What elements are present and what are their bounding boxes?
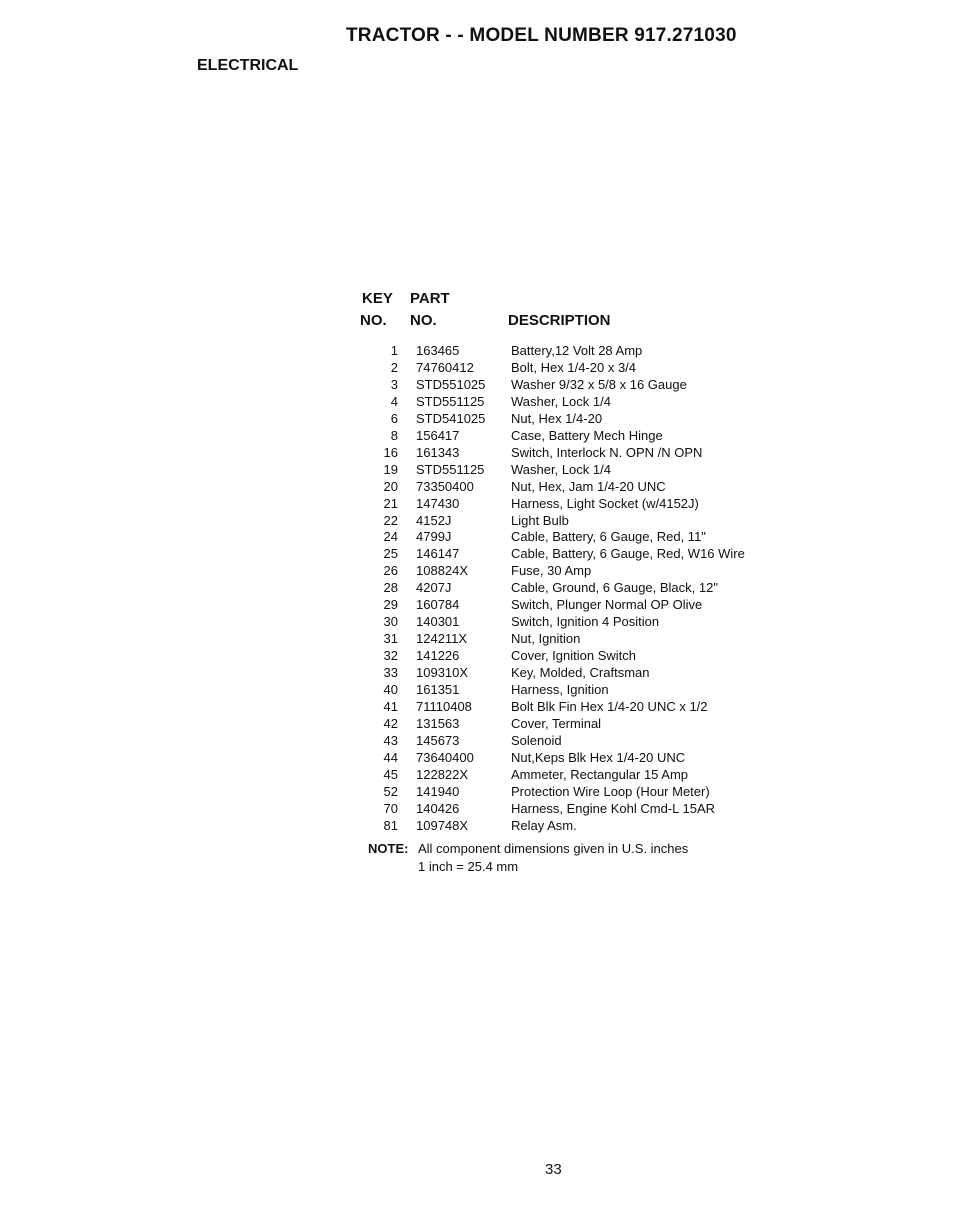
description-cell: Cover, Ignition Switch [511,648,637,664]
table-row [0,377,954,394]
table-row [0,699,954,716]
table-row [0,580,954,597]
description-cell: Washer, Lock 1/4 [511,393,611,409]
key-no-cell: 4 [390,393,398,409]
part-no-cell: 122822X [416,766,469,782]
column-header-key-no: NO. [360,312,387,329]
table-row [0,462,954,479]
part-no-cell: 156417 [416,427,460,443]
key-no-cell: 3 [390,376,398,392]
table-row [0,784,954,801]
part-no-cell: 141226 [416,648,460,664]
part-no-cell: STD551025 [416,376,486,392]
note-label: NOTE: [368,841,409,856]
key-no-cell: 25 [383,546,398,562]
key-no-cell: 1 [390,343,398,358]
description-cell: Harness, Engine Kohl Cmd-L 15AR [511,800,716,816]
part-no-cell: 140301 [416,614,460,630]
key-no-cell: 31 [383,631,398,647]
description-cell: Switch, Ignition 4 Position [511,614,660,630]
table-row [0,818,954,835]
description-cell: Bolt, Hex 1/4-20 x 3/4 [511,359,637,375]
table-row [0,445,954,462]
table-row [0,597,954,614]
key-no-cell: 19 [383,461,398,477]
table-row [0,546,954,563]
table-row [0,496,954,513]
description-cell: Case, Battery Mech Hinge [511,427,663,443]
description-cell: Key, Molded, Craftsman [511,665,650,681]
part-no-cell: 141940 [416,783,460,799]
table-row [0,801,954,818]
table-row [0,394,954,411]
key-no-cell: 6 [390,410,398,426]
description-cell: Solenoid [511,732,562,748]
key-no-cell: 33 [383,665,398,681]
description-cell: Cable, Ground, 6 Gauge, Black, 12" [511,580,718,596]
part-no-cell: 124211X [416,631,468,647]
key-no-cell: 30 [383,614,398,630]
part-no-cell: 140426 [416,800,460,816]
part-no-cell: 145673 [416,732,460,748]
part-no-cell: 73350400 [416,478,474,494]
table-row [0,428,954,445]
part-no-cell: 160784 [416,597,460,613]
table-row [0,665,954,682]
description-cell: Nut, Ignition [511,631,581,647]
section-heading: ELECTRICAL [197,57,299,74]
description-cell: Protection Wire Loop (Hour Meter) [511,783,710,799]
table-row [0,529,954,546]
part-no-cell: 71110408 [416,699,472,715]
key-no-cell: 43 [383,732,398,748]
table-row [0,733,954,750]
key-no-cell: 42 [383,715,398,731]
key-no-cell: 26 [383,563,398,579]
description-cell: Washer, Lock 1/4 [511,461,611,477]
table-row [0,750,954,767]
part-no-cell: 147430 [416,495,460,511]
part-no-cell: 4207J [416,580,452,596]
column-header-key: KEY [362,290,393,307]
key-no-cell: 45 [383,766,398,782]
page-number: 33 [545,1161,562,1178]
key-no-cell: 21 [383,495,398,511]
description-cell: Relay Asm. [511,817,577,833]
part-no-cell: 161351 [416,682,460,698]
key-no-cell: 8 [390,427,398,443]
key-no-cell: 81 [383,817,398,833]
description-cell: Switch, Plunger Normal OP Olive [511,597,703,613]
part-no-cell: 4799J [416,529,452,545]
description-cell: Battery,12 Volt 28 Amp [511,343,643,358]
note-text: All component dimensions given in U.S. inches [418,841,689,856]
part-no-cell: 74760412 [416,359,474,375]
description-cell: Cover, Terminal [511,715,602,731]
table-row [0,682,954,699]
table-row [0,479,954,496]
description-cell: Fuse, 30 Amp [511,563,592,579]
key-no-cell: 28 [383,580,398,596]
table-row [0,648,954,665]
part-no-cell: 131563 [416,715,460,731]
part-no-cell: 109310X [416,665,469,681]
key-no-cell: 22 [383,512,398,528]
table-row [0,631,954,648]
table-row [0,343,954,360]
key-no-cell: 2 [390,359,398,375]
table-row [0,360,954,377]
parts-list [0,343,954,835]
key-no-cell: 70 [383,800,398,816]
key-no-cell: 29 [383,597,398,613]
description-cell: Cable, Battery, 6 Gauge, Red, 11" [511,529,706,545]
description-cell: Bolt Blk Fin Hex 1/4-20 UNC x 1/2 [511,699,708,715]
key-no-cell: 41 [383,699,398,715]
description-cell: Ammeter, Rectangular 15 Amp [511,766,689,782]
key-no-cell: 32 [383,648,398,664]
key-no-cell: 44 [383,749,398,765]
description-cell: Nut,Keps Blk Hex 1/4-20 UNC [511,749,686,765]
description-cell: Washer 9/32 x 5/8 x 16 Gauge [511,376,687,392]
part-no-cell: 146147 [416,546,460,562]
part-no-cell: STD541025 [416,410,486,426]
part-no-cell: 108824X [416,563,469,579]
table-row [0,614,954,631]
description-cell: Light Bulb [511,512,569,528]
key-no-cell: 52 [383,783,398,799]
part-no-cell: 161343 [416,444,460,460]
table-row [0,513,954,530]
description-cell: Harness, Light Socket (w/4152J) [511,495,699,511]
part-no-cell: 163465 [416,343,460,358]
note [368,841,689,856]
table-row [0,767,954,784]
page-title: TRACTOR - - MODEL NUMBER 917.271030 [346,25,737,46]
description-cell: Switch, Interlock N. OPN /N OPN [511,444,703,460]
table-row [0,411,954,428]
key-no-cell: 40 [383,682,398,698]
column-header-part: PART [410,290,450,307]
key-no-cell: 20 [383,478,398,494]
part-no-cell: 109748X [416,817,469,833]
table-row [0,563,954,580]
key-no-cell: 24 [383,529,398,545]
note-conversion: 1 inch = 25.4 mm [418,859,519,874]
description-cell: Harness, Ignition [511,682,609,698]
description-cell: Nut, Hex, Jam 1/4-20 UNC [511,478,666,494]
part-no-cell: 73640400 [416,749,474,765]
column-header-description: DESCRIPTION [508,312,611,329]
description-cell: Cable, Battery, 6 Gauge, Red, W16 Wire [511,546,745,562]
part-no-cell: 4152J [416,512,452,528]
part-no-cell: STD551125 [416,393,485,409]
column-header-part-no: NO. [410,312,437,329]
part-no-cell: STD551125 [416,461,485,477]
table-row [0,716,954,733]
key-no-cell: 16 [383,444,398,460]
description-cell: Nut, Hex 1/4-20 [511,410,603,426]
